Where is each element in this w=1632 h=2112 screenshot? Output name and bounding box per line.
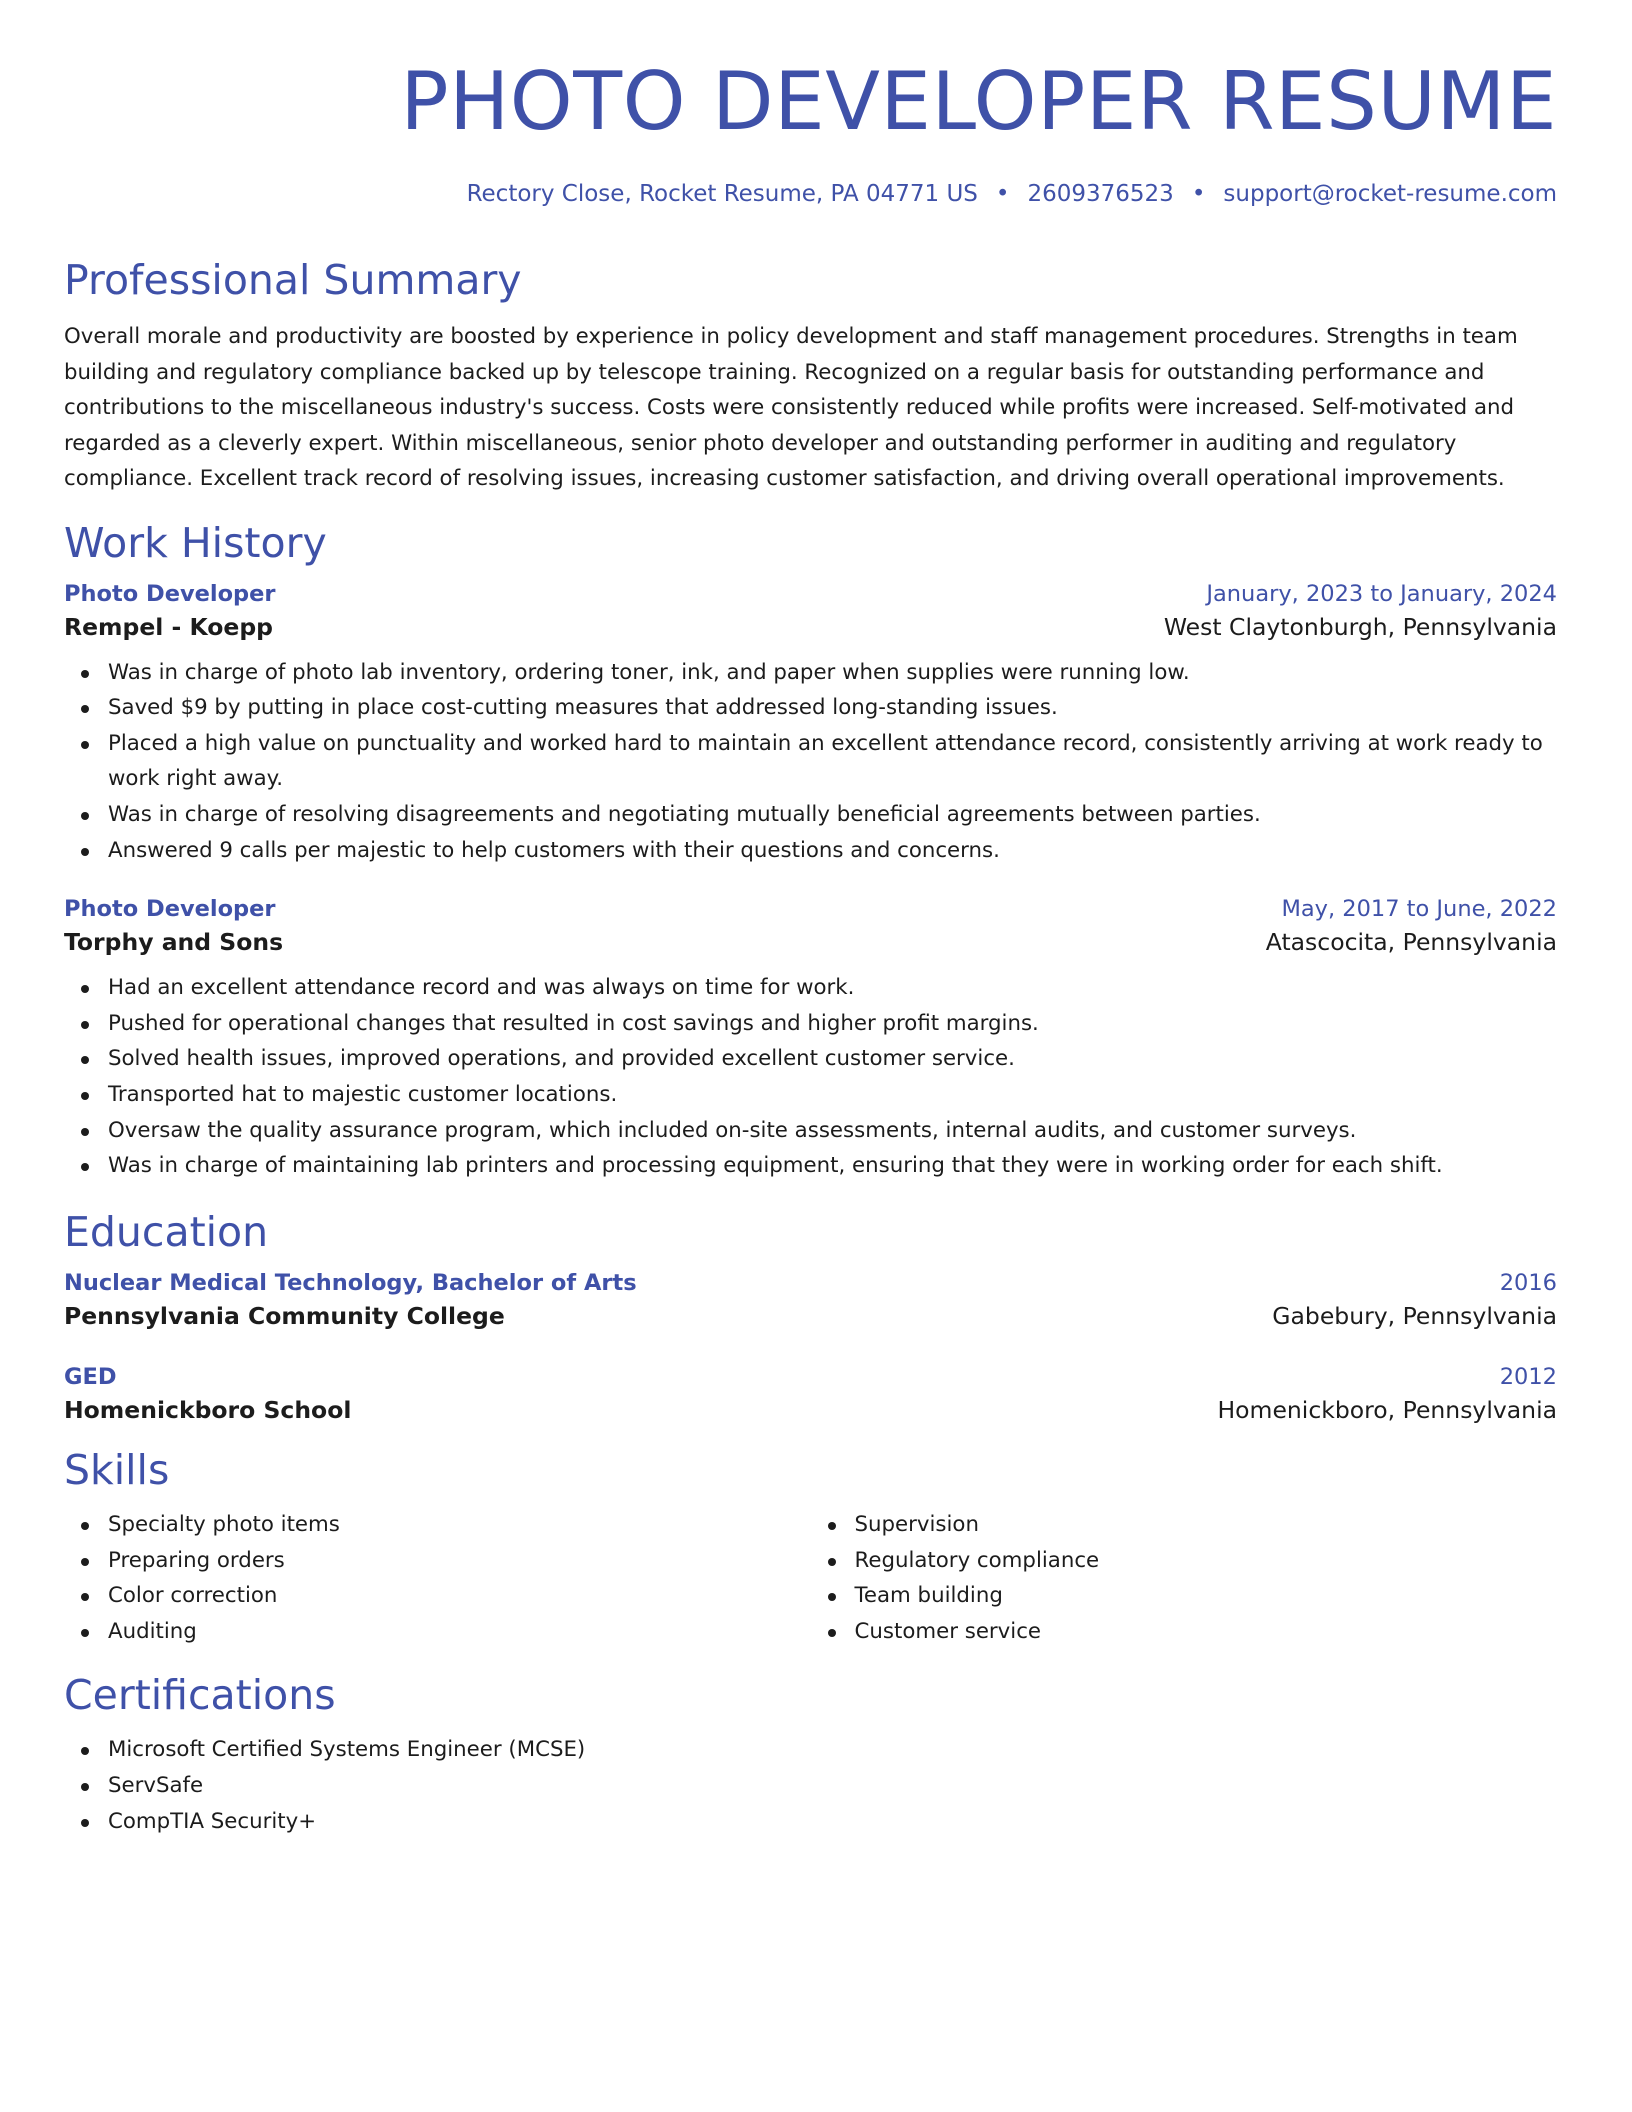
list-item: Solved health issues, improved operations, and provided excellent customer service.: [108, 1041, 1557, 1077]
job-location: West Claytonburgh, Pennsylvania: [1163, 612, 1557, 641]
education-header: [64, 1364, 1557, 1390]
skills-list-right: [811, 1507, 1558, 1649]
list-item: Was in charge of resolving disagreements and negotiating mutually beneficial agreements between parties.: [108, 797, 1557, 833]
skill-item: Supervision: [855, 1507, 1558, 1543]
certification-item: CompTIA Security+: [108, 1804, 1557, 1840]
summary-text: Overall morale and productivity are boosted by experience in policy development and staff management procedures. Strengths in team building and regulatory compliance backed up by telescope training. Recognized on a regular basis for outstanding performance and contributions to the miscellaneous industry's success. Costs were consistently reduced while profits were increased. Self-motivated and regarded as a cleverly expert. Within miscellaneous, senior photo developer and outstanding performer in auditing and regulatory compliance. Excellent track record of resolving issues, increasing customer satisfaction, and driving overall operational improvements.: [64, 324, 1518, 492]
section-title-work-history: Work History: [64, 518, 327, 567]
education-school-row: [64, 1302, 1557, 1330]
job-bullets: [64, 655, 1557, 869]
list-item: Placed a high value on punctuality and worked hard to maintain an excellent attendance record, consistently arriving at work ready to work right away.: [108, 726, 1557, 797]
job-company-row: [64, 613, 1557, 641]
skill-item: Auditing: [108, 1614, 811, 1650]
separator-dot: •: [1191, 181, 1206, 207]
certification-item: ServSafe: [108, 1768, 1557, 1804]
job-dates: January, 2023 to January, 2024: [1206, 580, 1557, 607]
skills-list-left: [64, 1507, 811, 1649]
separator-dot: •: [995, 181, 1010, 207]
skills-columns: [64, 1507, 1557, 1649]
education-entry: [64, 1270, 1557, 1330]
email-link[interactable]: support@rocket-resume.com: [1223, 181, 1557, 207]
degree: Nuclear Medical Technology, Bachelor of Arts: [64, 1269, 637, 1296]
skill-item: Team building: [855, 1578, 1558, 1614]
school-name: Homenickboro School: [64, 1395, 352, 1424]
job-title: Photo Developer: [64, 896, 276, 923]
certification-item: Microsoft Certified Systems Engineer (MCSE): [108, 1732, 1557, 1768]
list-item: Was in charge of maintaining lab printers and processing equipment, ensuring that they were in working order for each shift.: [108, 1148, 1557, 1184]
graduation-year: 2016: [1499, 1269, 1557, 1296]
company-name: Rempel - Koepp: [64, 612, 273, 641]
skill-item: Regulatory compliance: [855, 1543, 1558, 1579]
school-name: Pennsylvania Community College: [64, 1301, 505, 1330]
list-item: Transported hat to majestic customer locations.: [108, 1077, 1557, 1113]
list-item: Saved $9 by putting in place cost-cutting measures that addressed long-standing issues.: [108, 690, 1557, 726]
school-location: Gabebury, Pennsylvania: [1272, 1301, 1557, 1330]
section-title-skills: Skills: [64, 1445, 170, 1494]
section-title-summary: Professional Summary: [64, 256, 522, 304]
education-header: [64, 1270, 1557, 1296]
skill-item: Preparing orders: [108, 1543, 811, 1579]
phone: 2609376523: [1027, 181, 1174, 207]
job-bullets: [64, 970, 1557, 1184]
skill-item: Specialty photo items: [108, 1507, 811, 1543]
section-title-certifications: Certifications: [64, 1671, 336, 1720]
certifications-list: [64, 1732, 1557, 1839]
list-item: Answered 9 calls per majestic to help customers with their questions and concerns.: [108, 833, 1557, 869]
list-item: Had an excellent attendance record and was always on time for work.: [108, 970, 1557, 1006]
skill-item: Customer service: [855, 1614, 1558, 1650]
skill-item: Color correction: [108, 1578, 811, 1614]
job-entry: [64, 581, 1557, 869]
resume-page: [64, 0, 1557, 1839]
company-name: Torphy and Sons: [64, 928, 284, 957]
education-school-row: [64, 1396, 1557, 1424]
graduation-year: 2012: [1499, 1363, 1557, 1390]
job-header: [64, 896, 1557, 922]
contact-line: [64, 181, 1557, 211]
address: Rectory Close, Rocket Resume, PA 04771 US: [466, 181, 978, 207]
job-entry: [64, 896, 1557, 1184]
job-header: [64, 581, 1557, 607]
job-location: Atascocita, Pennsylvania: [1265, 928, 1557, 957]
list-item: Oversaw the quality assurance program, which included on-site assessments, internal audits, and customer surveys.: [108, 1113, 1557, 1149]
degree: GED: [64, 1363, 117, 1390]
list-item: Pushed for operational changes that resulted in cost savings and higher profit margins.: [108, 1006, 1557, 1042]
job-dates: May, 2017 to June, 2022: [1281, 896, 1557, 923]
job-title: Photo Developer: [64, 580, 276, 607]
education-entry: [64, 1364, 1557, 1424]
job-company-row: [64, 928, 1557, 956]
list-item: Was in charge of photo lab inventory, ordering toner, ink, and paper when supplies were running low.: [108, 655, 1557, 691]
resume-title: PHOTO DEVELOPER RESUME: [400, 55, 1557, 148]
school-location: Homenickboro, Pennsylvania: [1217, 1395, 1557, 1424]
section-title-education: Education: [64, 1207, 269, 1256]
